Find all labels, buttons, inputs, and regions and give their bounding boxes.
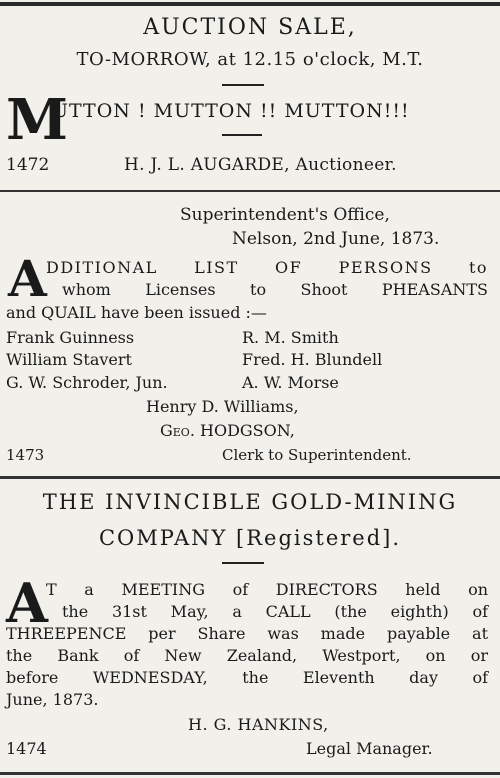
manager-signature: H. G. HANKINS, bbox=[188, 715, 329, 734]
license-name: Henry D. Williams, bbox=[146, 397, 299, 416]
license-name: William Stavert bbox=[6, 350, 132, 369]
company-title-line1: THE INVINCIBLE GOLD-MINING bbox=[42, 490, 458, 514]
manager-title: Legal Manager. bbox=[306, 739, 433, 758]
license-name: A. W. Morse bbox=[242, 373, 339, 392]
mutton-heading: UTTON ! MUTTON !! MUTTON!!! bbox=[52, 100, 410, 122]
section-rule bbox=[0, 190, 500, 192]
bottom-rule bbox=[0, 772, 500, 775]
office-line: Superintendent's Office, bbox=[180, 205, 390, 225]
meeting-body-line3: THREEPENCE per Share was made payable at bbox=[6, 624, 488, 643]
company-title-line2: COMPANY [Registered]. bbox=[98, 526, 402, 550]
additional-drop-cap: A bbox=[8, 249, 47, 308]
license-name: R. M. Smith bbox=[242, 328, 339, 347]
meeting-body-line5: before WEDNESDAY, the Eleventh day of bbox=[6, 668, 488, 687]
meeting-body-line6: June, 1873. bbox=[6, 690, 99, 709]
meeting-body-line1: T a MEETING of DIRECTORS held on bbox=[46, 580, 488, 599]
meeting-body-line4: the Bank of New Zealand, Westport, on or bbox=[6, 646, 488, 665]
meeting-body-line2: the 31st May, a CALL (the eighth) of bbox=[62, 602, 488, 621]
divider-short bbox=[222, 134, 262, 136]
list-heading-line1: DDITIONAL LIST OF PERSONS to bbox=[46, 258, 488, 277]
list-heading-line3: and QUAIL have been issued :— bbox=[6, 303, 267, 322]
clerk-signature: Geo. HODGSON, bbox=[160, 421, 295, 440]
mutton-drop-cap: M bbox=[6, 87, 68, 153]
place-date-line: Nelson, 2nd June, 1873. bbox=[232, 229, 440, 249]
list-heading-line2: whom Licenses to Shoot PHEASANTS bbox=[62, 280, 488, 299]
divider-short bbox=[222, 562, 264, 564]
license-name: Fred. H. Blundell bbox=[242, 350, 383, 369]
license-name: Frank Guinness bbox=[6, 328, 135, 347]
ad-number: 1473 bbox=[6, 446, 45, 464]
ad-number: 1472 bbox=[6, 155, 50, 175]
auction-subtitle: TO-MORROW, at 12.15 o'clock, M.T. bbox=[76, 49, 424, 70]
license-name: G. W. Schroder, Jun. bbox=[6, 373, 168, 392]
divider-short bbox=[222, 84, 264, 86]
auctioneer-signature: H. J. L. AUGARDE, Auctioneer. bbox=[124, 155, 397, 175]
top-border-rule bbox=[0, 2, 500, 6]
section-rule bbox=[0, 476, 500, 479]
ad-number: 1474 bbox=[6, 739, 47, 758]
clerk-title: Clerk to Superintendent. bbox=[222, 446, 412, 464]
meeting-drop-cap: A bbox=[6, 571, 48, 635]
auction-title: AUCTION SALE, bbox=[143, 15, 357, 40]
